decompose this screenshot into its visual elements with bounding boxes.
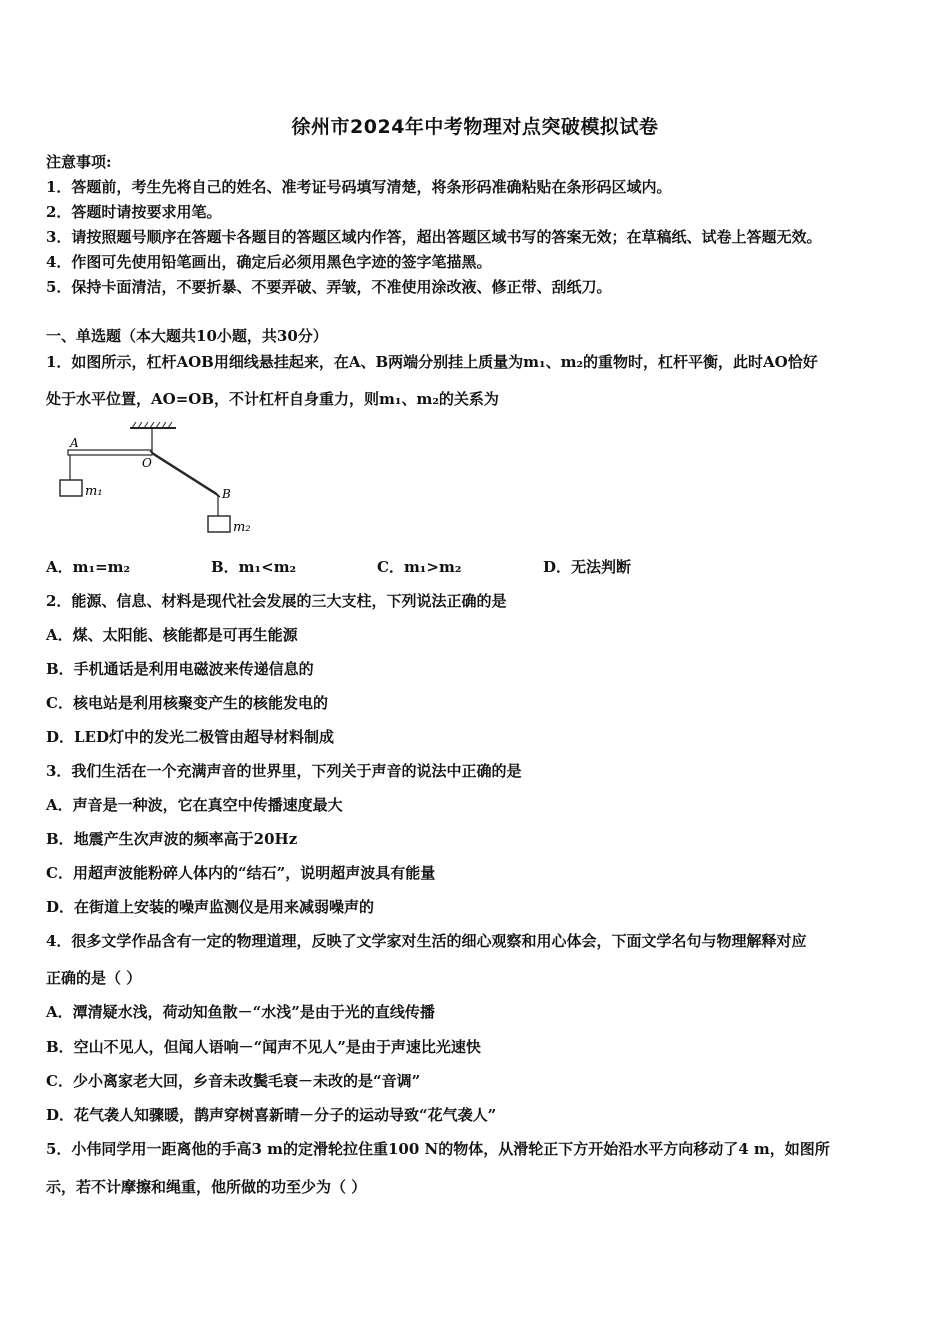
notice-heading: 注意事项:	[46, 153, 112, 171]
q4-option-a[interactable]: A．潭清疑水浅，荷动知鱼散－“水浅”是由于光的直线传播	[46, 1003, 435, 1021]
q3-option-a[interactable]: A．声音是一种波，它在真空中传播速度最大	[46, 796, 343, 814]
q5-stem-line2: 示，若不计摩擦和绳重，他所做的功至少为（ ）	[46, 1178, 367, 1196]
q1-option-d[interactable]: D．无法判断	[543, 558, 632, 576]
lever-arm-ao	[68, 450, 152, 455]
q4-option-c[interactable]: C．少小离家老大回，乡音未改鬓毛衰－未改的是“音调”	[46, 1072, 421, 1090]
label-b: B	[222, 487, 231, 501]
page-title: 徐州市2024年中考物理对点突破模拟试卷	[291, 116, 659, 138]
q4-option-b[interactable]: B．空山不见人，但闻人语响－“闻声不见人”是由于声速比光速快	[46, 1038, 481, 1056]
notice-item-1: 1．答题前，考生先将自己的姓名、准考证号码填写清楚，将条形码准确粘贴在条形码区域内。	[46, 178, 672, 196]
q4-stem-line2: 正确的是（ ）	[46, 969, 142, 987]
q4-option-d[interactable]: D．花气袭人知骤暖，鹊声穿树喜新晴－分子的运动导致“花气袭人”	[46, 1106, 497, 1124]
label-m1: m₁	[85, 484, 103, 499]
q3-option-c[interactable]: C．用超声波能粉碎人体内的“结石”，说明超声波具有能量	[46, 864, 436, 882]
q3-option-b[interactable]: B．地震产生次声波的频率高于20Hz	[46, 830, 298, 848]
notice-item-4: 4．作图可先使用铅笔画出，确定后必须用黑色字迹的签字笔描黑。	[46, 253, 492, 271]
notice-item-3: 3．请按照题号顺序在答题卡各题目的答题区域内作答，超出答题区域书写的答案无效；在草稿纸、试卷上答题无效。	[46, 228, 822, 246]
section-heading: 一、单选题（本大题共10小题，共30分）	[46, 327, 328, 345]
q2-option-b[interactable]: B．手机通话是利用电磁波来传递信息的	[46, 660, 314, 678]
notice-item-2: 2．答题时请按要求用笔。	[46, 203, 222, 221]
q4-stem-line1: 4．很多文学作品含有一定的物理道理，反映了文学家对生活的细心观察和用心体会，下面文学名句与物理解释对应	[46, 932, 807, 950]
mass-m2	[208, 516, 230, 532]
q5-stem-line1: 5．小伟同学用一距离他的手高3 m的定滑轮拉住重100 N的物体，从滑轮正下方开始沿水平方向移动了4 m，如图所	[46, 1140, 830, 1158]
q2-option-d[interactable]: D．LED灯中的发光二极管由超导材料制成	[46, 728, 334, 746]
label-m2: m₂	[233, 520, 251, 535]
q2-stem: 2．能源、信息、材料是现代社会发展的三大支柱，下列说法正确的是	[46, 592, 507, 610]
lever-arm-ob	[150, 451, 220, 497]
label-a: A	[70, 436, 79, 450]
mass-m1	[60, 480, 82, 496]
q1-option-c[interactable]: C．m₁>m₂	[377, 558, 462, 576]
label-o: O	[142, 456, 152, 470]
q1-option-b[interactable]: B．m₁<m₂	[211, 558, 297, 576]
q3-stem: 3．我们生活在一个充满声音的世界里，下列关于声音的说法中正确的是	[46, 762, 522, 780]
lever-figure	[52, 420, 262, 545]
q3-option-d[interactable]: D．在街道上安装的噪声监测仪是用来减弱噪声的	[46, 898, 375, 916]
q2-option-c[interactable]: C．核电站是利用核聚变产生的核能发电的	[46, 694, 328, 712]
notice-item-5: 5．保持卡面清洁，不要折暴、不要弄破、弄皱，不准使用涂改液、修正带、刮纸刀。	[46, 278, 612, 296]
q1-option-a[interactable]: A．m₁=m₂	[46, 558, 131, 576]
q1-stem-line1: 1．如图所示，杠杆AOB用细线悬挂起来，在A、B两端分别挂上质量为m₁、m₂的重物时，杠杆平衡，此时AO恰好	[46, 353, 818, 371]
q2-option-a[interactable]: A．煤、太阳能、核能都是可再生能源	[46, 626, 298, 644]
q1-stem-line2: 处于水平位置，AO=OB，不计杠杆自身重力，则m₁、m₂的关系为	[46, 390, 499, 408]
